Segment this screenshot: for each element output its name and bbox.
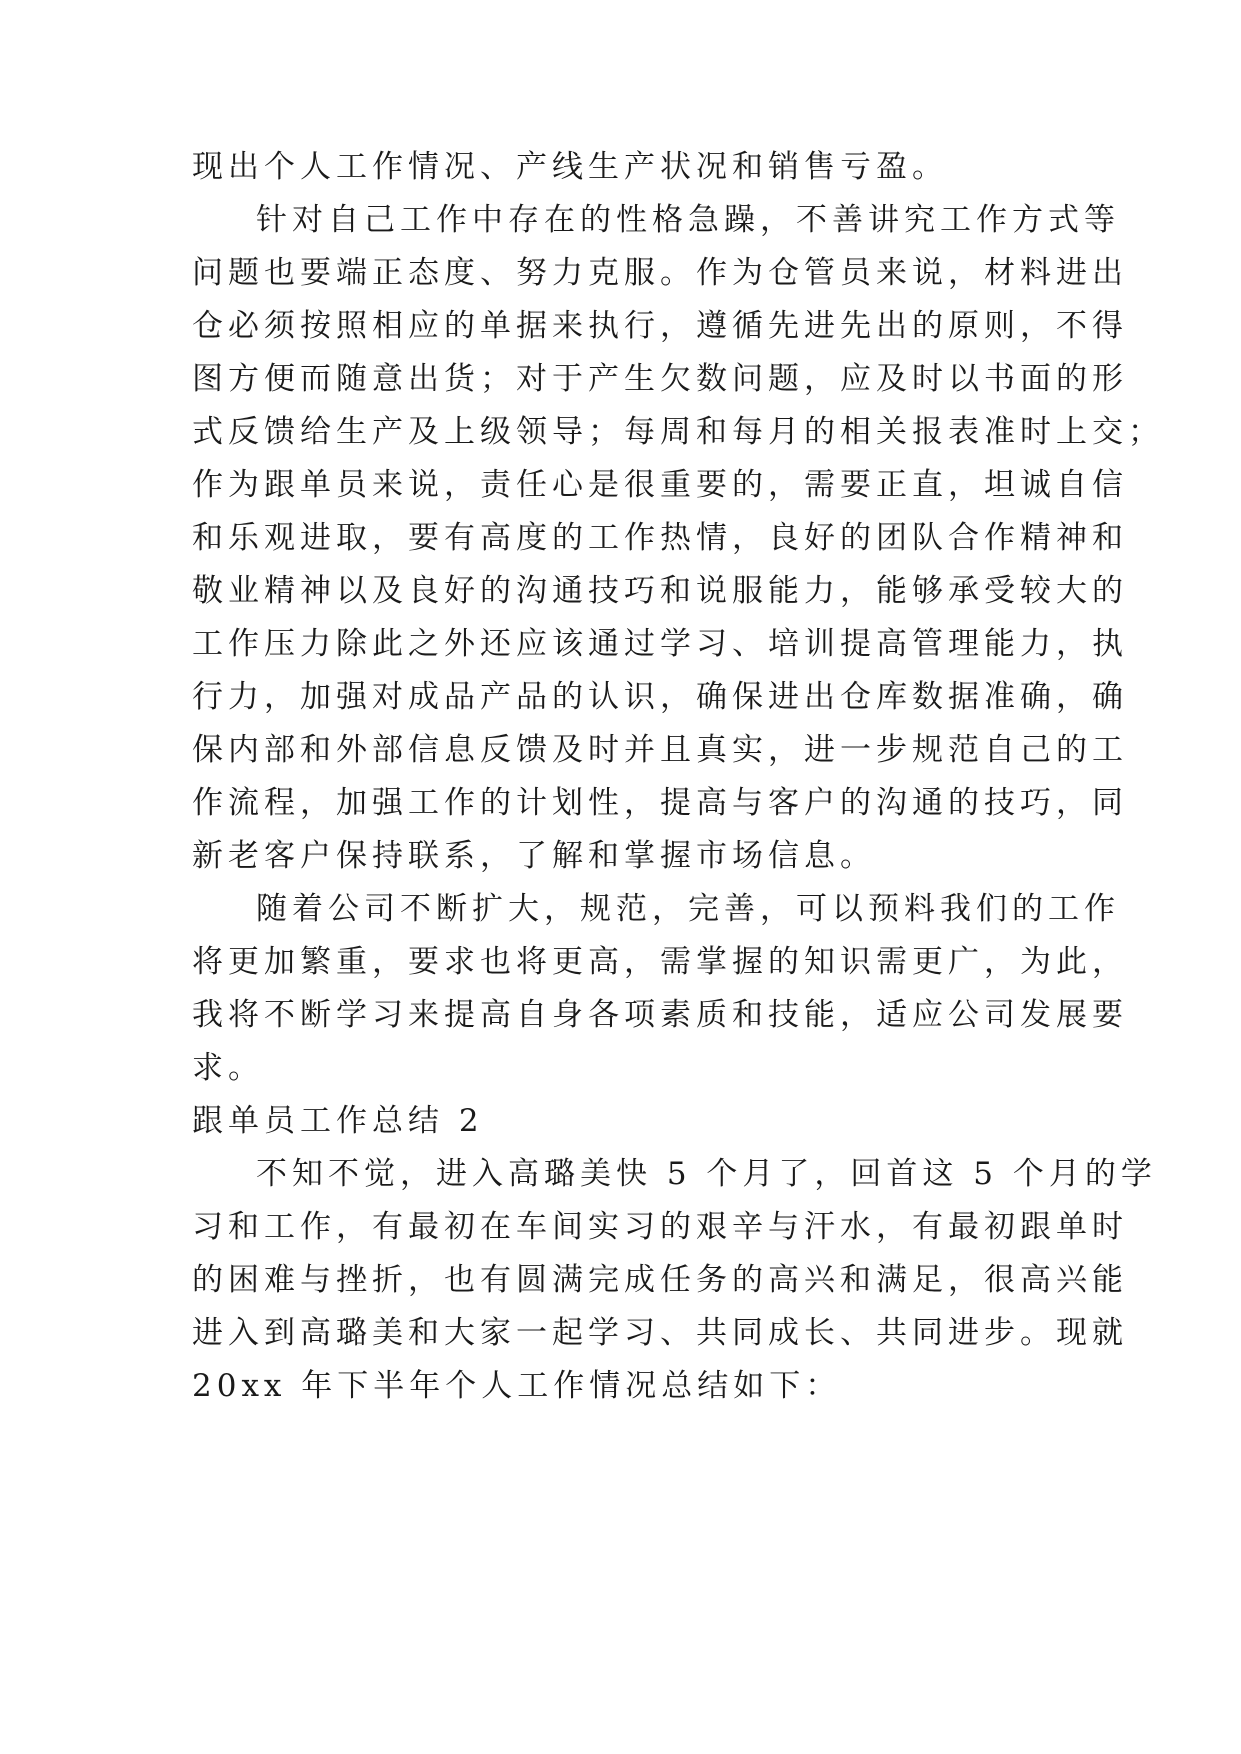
text-line: 新老客户保持联系，了解和掌握市场信息。 <box>192 838 876 874</box>
text-line: 的困难与挫折，也有圆满完成任务的高兴和满足，很高兴能 <box>192 1262 1128 1298</box>
text-line: 保内部和外部信息反馈及时并且真实，进一步规范自己的工 <box>192 732 1128 768</box>
text-line: 式反馈给生产及上级领导；每周和每月的相关报表准时上交； <box>192 414 1164 450</box>
text-line: 问题也要端正态度、努力克服。作为仓管员来说，材料进出 <box>192 255 1128 291</box>
text-line: 进入到高璐美和大家一起学习、共同成长、共同进步。现就 <box>192 1315 1128 1351</box>
text-line: 我将不断学习来提高自身各项素质和技能，适应公司发展要 <box>192 997 1128 1033</box>
text-line: 求。 <box>192 1050 264 1086</box>
text-line: 作流程，加强工作的计划性，提高与客户的沟通的技巧，同 <box>192 785 1128 821</box>
text-line: 习和工作，有最初在车间实习的艰辛与汗水，有最初跟单时 <box>192 1209 1128 1245</box>
paragraph-first-line: 不知不觉，进入高璐美快 5 个月了，回首这 5 个月的学 <box>256 1156 1157 1192</box>
text-line: 工作压力除此之外还应该通过学习、培训提高管理能力，执 <box>192 626 1128 662</box>
paragraph-first-line: 针对自己工作中存在的性格急躁，不善讲究工作方式等 <box>256 202 1120 238</box>
text-line: 作为跟单员来说，责任心是很重要的，需要正直，坦诚自信 <box>192 467 1128 503</box>
section-heading: 跟单员工作总结 2 <box>192 1103 484 1139</box>
paragraph-first-line: 随着公司不断扩大，规范，完善，可以预料我们的工作 <box>256 891 1120 927</box>
text-line: 仓必须按照相应的单据来执行，遵循先进先出的原则，不得 <box>192 308 1128 344</box>
text-line: 行力，加强对成品产品的认识，确保进出仓库数据准确，确 <box>192 679 1128 715</box>
text-line: 敬业精神以及良好的沟通技巧和说服能力，能够承受较大的 <box>192 573 1128 609</box>
text-line: 和乐观进取，要有高度的工作热情，良好的团队合作精神和 <box>192 520 1128 556</box>
text-line: 图方便而随意出货；对于产生欠数问题，应及时以书面的形 <box>192 361 1128 397</box>
text-line: 将更加繁重，要求也将更高，需掌握的知识需更广，为此， <box>192 944 1128 980</box>
text-line: 20xx 年下半年个人工作情况总结如下： <box>192 1368 842 1404</box>
text-line: 现出个人工作情况、产线生产状况和销售亏盈。 <box>192 149 948 185</box>
